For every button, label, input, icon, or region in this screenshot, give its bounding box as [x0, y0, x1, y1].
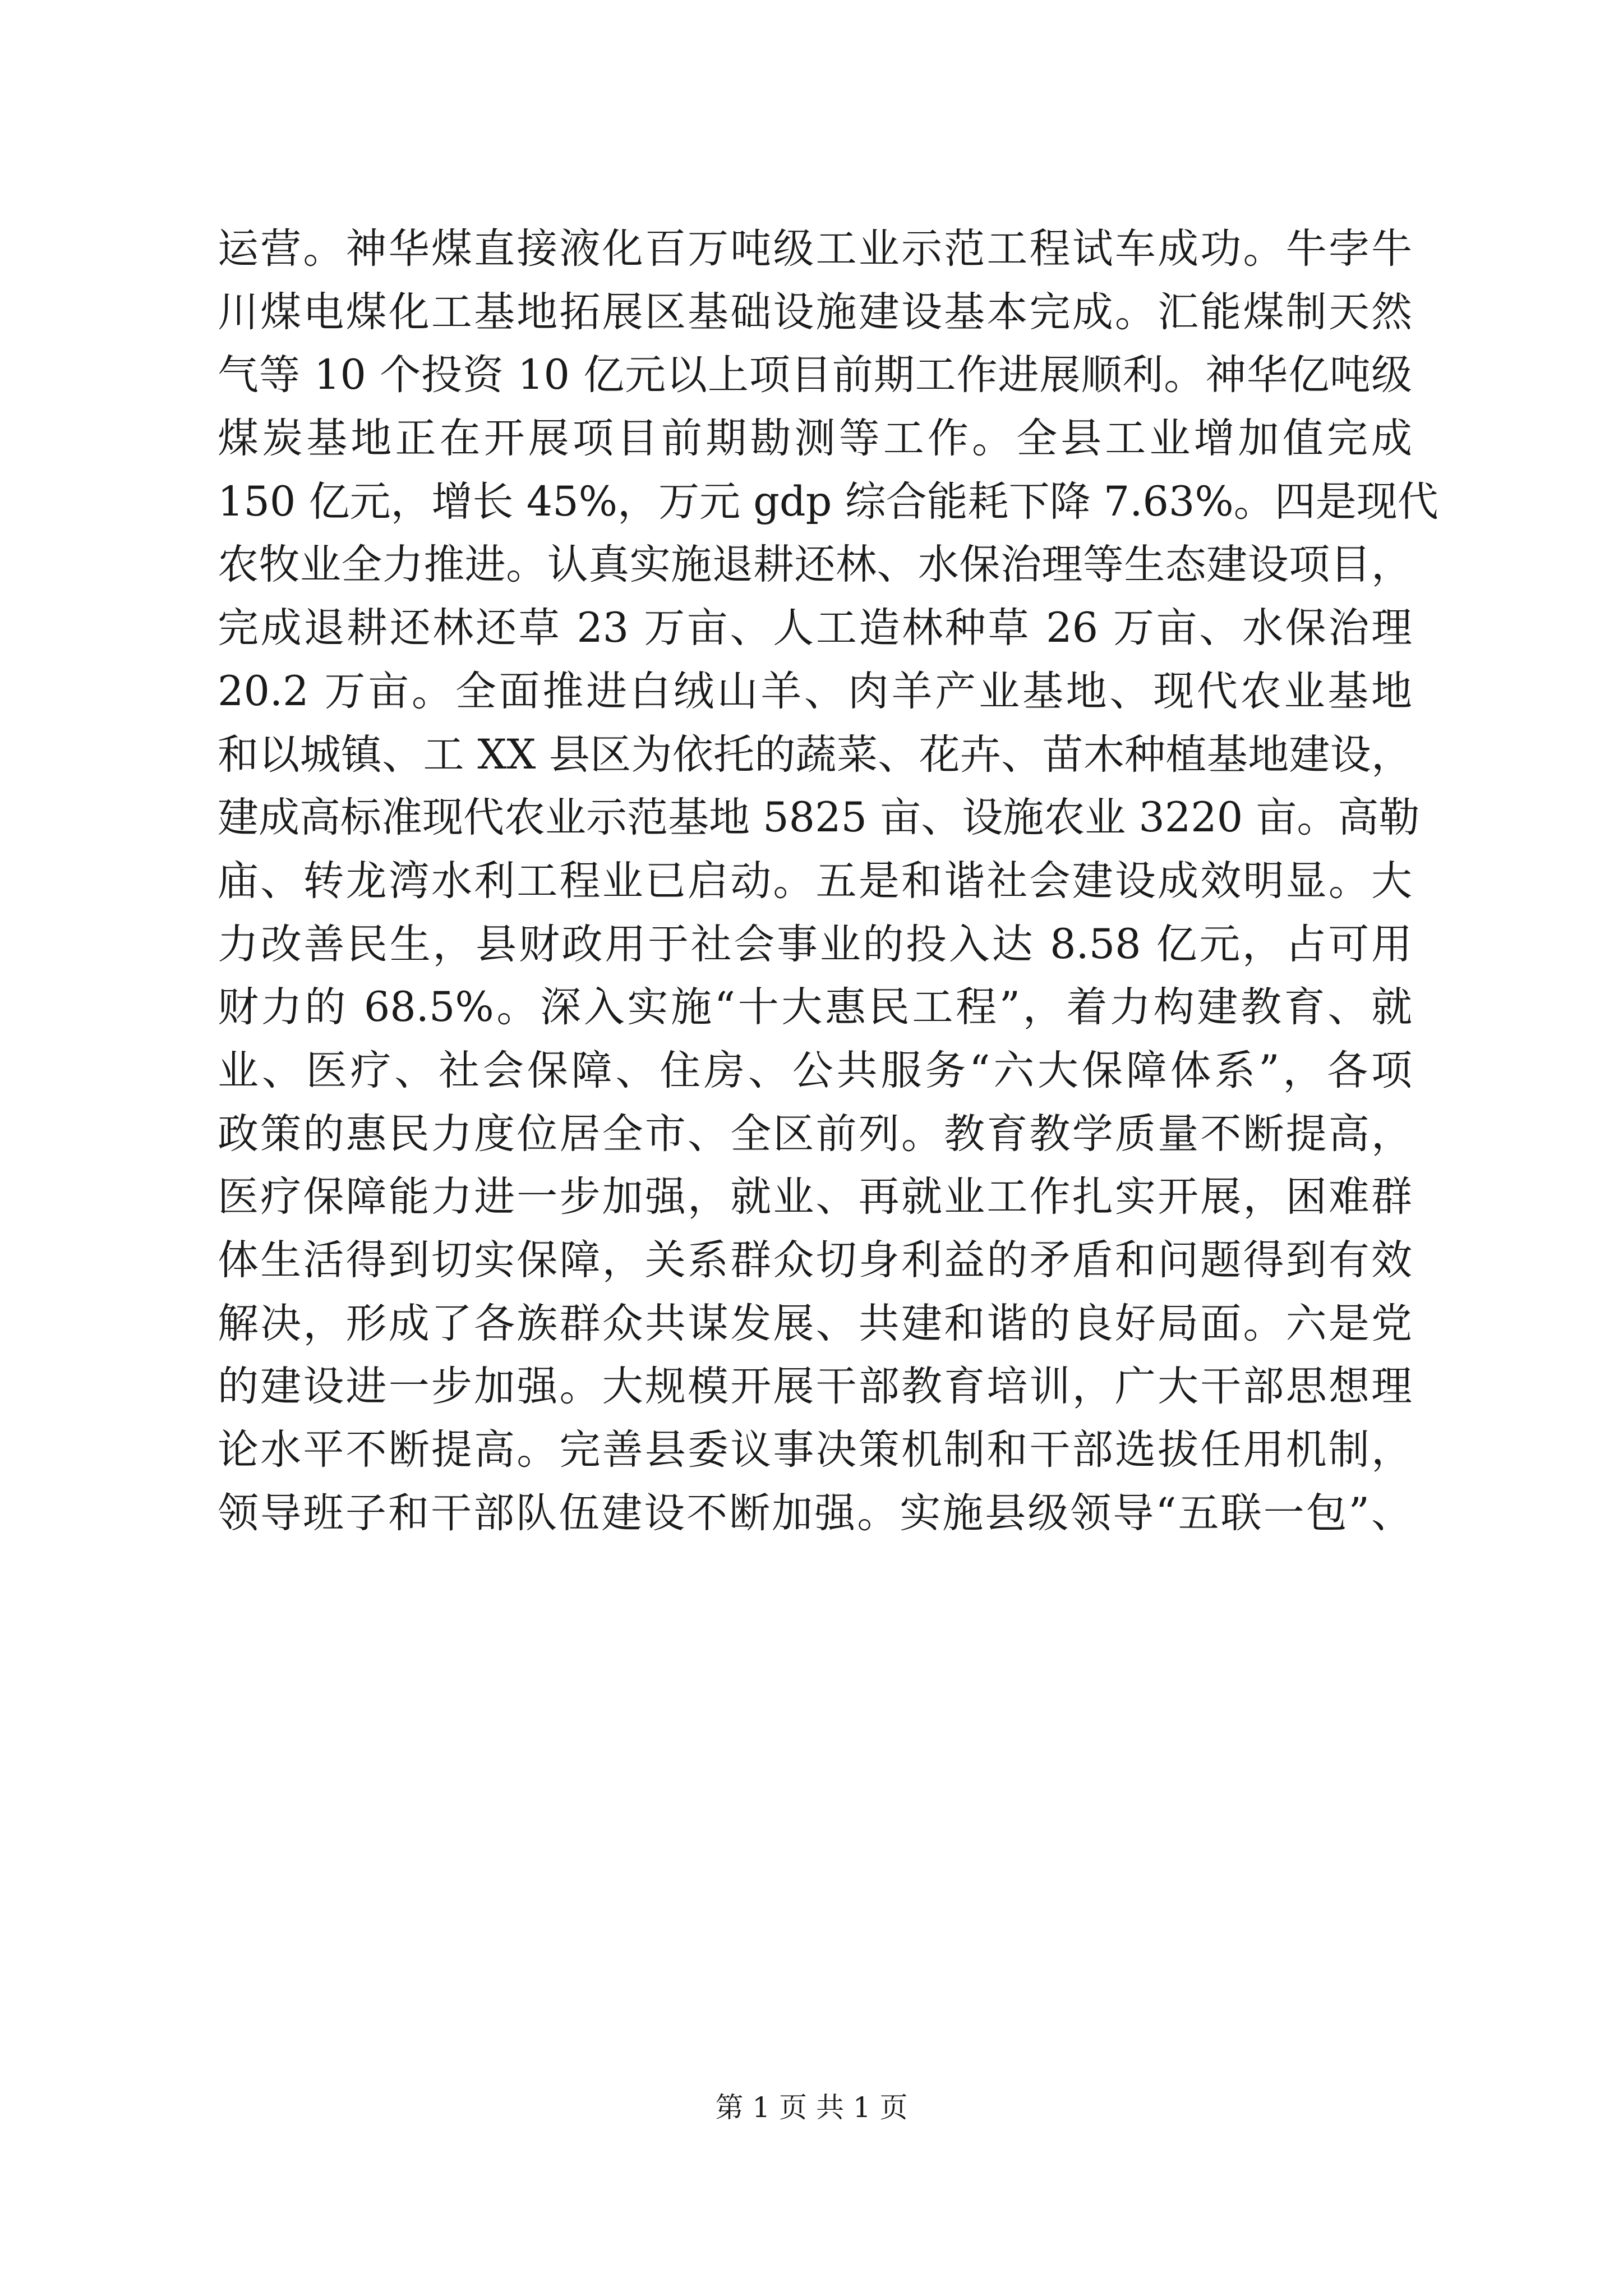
text-line: 领导班子和干部队伍建设不断加强。实施县级领导“五联一包”、 [218, 1489, 1412, 1537]
text-line: 20.2 万亩。全面推进白绒山羊、肉羊产业基地、现代农业基地 [218, 667, 1412, 715]
text-line: 运营。神华煤直接液化百万吨级工业示范工程试车成功。牛孛牛 [218, 225, 1412, 273]
text-line: 体生活得到切实保障，关系群众切身利益的矛盾和问题得到有效 [218, 1236, 1412, 1284]
text-line: 解决，形成了各族群众共谋发展、共建和谐的良好局面。六是党 [218, 1299, 1412, 1347]
text-line: 业、医疗、社会保障、住房、公共服务“六大保障体系”，各项 [218, 1046, 1412, 1094]
text-line: 医疗保障能力进一步加强，就业、再就业工作扎实开展，困难群 [218, 1173, 1412, 1221]
page-number-footer: 第 1 页 共 1 页 [715, 2091, 908, 2124]
text-line: 川煤电煤化工基地拓展区基础设施建设基本完成。汇能煤制天然 [218, 288, 1412, 336]
body-text [218, 218, 1438, 1545]
text-line: 财力的 68.5%。深入实施“十大惠民工程”，着力构建教育、就 [218, 983, 1412, 1032]
text-line: 建成高标准现代农业示范基地 5825 亩、设施农业 3220 亩。高勒 [218, 794, 1420, 842]
text-line: 政策的惠民力度位居全市、全区前列。教育教学质量不断提高， [218, 1110, 1412, 1158]
text-line: 农牧业全力推进。认真实施退耕还林、水保治理等生态建设项目， [218, 541, 1412, 589]
text-line: 论水平不断提高。完善县委议事决策机制和干部选拔任用机制， [218, 1426, 1412, 1474]
text-line: 和以城镇、工 XX 县区为依托的蔬菜、花卉、苗木种植基地建设， [218, 730, 1412, 779]
text-line: 完成退耕还林还草 23 万亩、人工造林种草 26 万亩、水保治理 [218, 604, 1412, 652]
text-line: 力改善民生，县财政用于社会事业的投入达 8.58 亿元，占可用 [218, 920, 1412, 968]
text-line: 的建设进一步加强。大规模开展干部教育培训，广大干部思想理 [218, 1363, 1412, 1411]
text-line: 煤炭基地正在开展项目前期勘测等工作。全县工业增加值完成 [218, 415, 1412, 463]
text-line: 150 亿元，增长 45%，万元 gdp 综合能耗下降 7.63%。四是现代 [218, 477, 1438, 526]
text-line: 庙、转龙湾水利工程业已启动。五是和谐社会建设成效明显。大 [218, 857, 1412, 905]
text-line: 气等 10 个投资 10 亿元以上项目前期工作进展顺利。神华亿吨级 [218, 351, 1412, 399]
